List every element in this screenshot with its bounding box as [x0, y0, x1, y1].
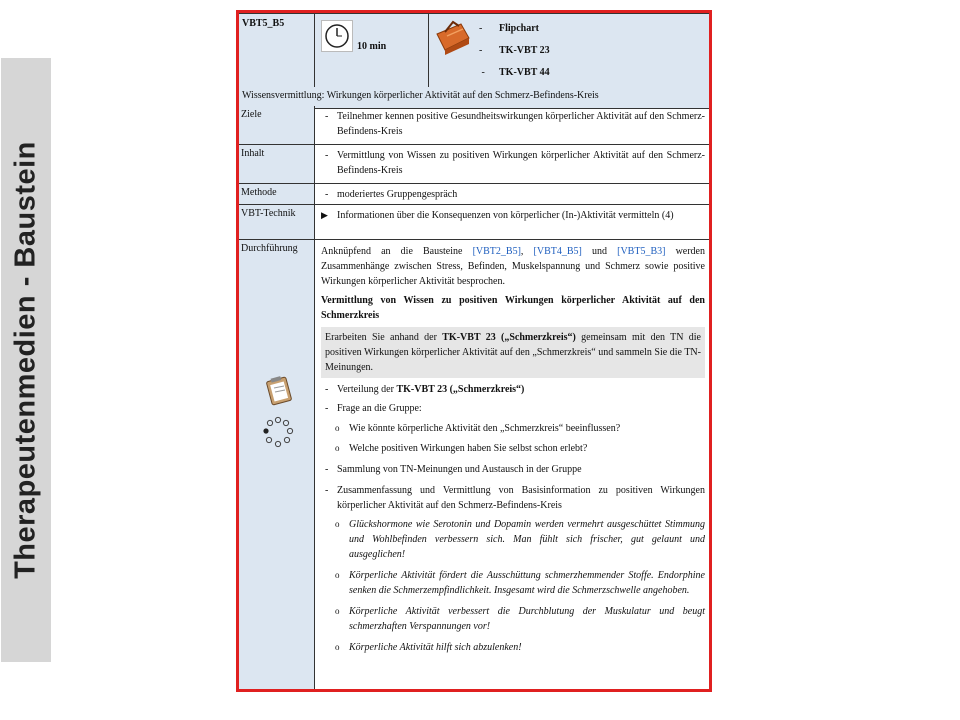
- material-item: - TK-VBT 44: [479, 67, 550, 78]
- duration: 10 min: [357, 41, 387, 52]
- side-tab-label: Therapeutenmedien - Baustein: [9, 141, 42, 579]
- side-tab: [1, 58, 51, 662]
- row-label: Inhalt: [239, 145, 315, 183]
- section-subheading: Vermittlung von Wissen zu positiven Wirkungen körperlicher Aktivität auf den Schmerzkreis: [321, 295, 705, 321]
- group-circle-icon: [261, 416, 295, 450]
- fact-item: o Körperliche Aktivität hilft sich abzulenken!: [335, 642, 522, 653]
- row-label: VBT-Technik: [239, 205, 315, 239]
- link-vbt4-b5[interactable]: [VBT4_B5]: [533, 246, 582, 257]
- header-row: [239, 13, 709, 88]
- fact-item: o Körperliche Aktivität fördert die Ausschüttung schmerzhemmender Stoffe. Endorphine senken die Schmerzempfindlichkeit. Insgesamt wird die Schmerzschwelle angehoben.: [335, 570, 705, 596]
- step-item: - Sammlung von TN-Meinungen und Austausch in der Gruppe: [321, 462, 705, 477]
- row-label: Ziele: [239, 106, 315, 144]
- row-technik: VBT-Technik ▶ Informationen über die Konsequenzen von körperlicher (In-)Aktivität vermitteln (4): [239, 205, 709, 240]
- intro-paragraph: Anknüpfend an die Bausteine [VBT2_B5], [VBT4_B5] und [VBT5_B3] werden Zusammenhänge zwischen Stress, Befinden, Muskelspannung und Schmerz sowie positive Wirkungen körperlicher Aktivität besprochen.: [321, 246, 705, 287]
- question-item: o Welche positiven Wirkungen haben Sie selbst schon erlebt?: [335, 443, 588, 454]
- row-ziele: [239, 106, 709, 145]
- fact-item: o Glückshormone wie Serotonin und Dopamin werden vermehrt ausgeschüttet Stimmung und Wohlbefinden verbessern sich. Man fühlt sich frischer, gut gelaunt und ausgeglichen!: [335, 519, 705, 560]
- step-item: - Zusammenfassung und Vermittlung von Basisinformation zu positiven Wirkungen körperlicher Aktivität auf den Schmerz-Befindens-Kreis: [321, 483, 705, 513]
- materials-list: [479, 18, 550, 84]
- material-item: - TK-VBT 23: [479, 45, 550, 56]
- row-durchfuehrung: [239, 240, 709, 692]
- row-methode: [239, 184, 709, 205]
- clock-icon: [321, 20, 353, 52]
- durchfuehrung-content: [315, 240, 709, 692]
- fact-item: o Körperliche Aktivität verbessert die Durchblutung der Muskulatur und beugt schmerzhaften Verspannungen vor!: [335, 606, 705, 632]
- toolbox-icon: [433, 20, 473, 56]
- step-item: - Verteilung der TK-VBT 23 („Schmerzkreis“): [321, 382, 705, 397]
- row-label: Methode: [239, 184, 315, 204]
- row-label: Durchführung: [239, 240, 315, 692]
- document-page: [236, 10, 712, 692]
- clipboard-icon: [261, 373, 295, 407]
- link-vbt5-b3[interactable]: [VBT5_B3]: [617, 246, 666, 257]
- material-item: - Flipchart: [479, 23, 539, 34]
- time-cell: [315, 14, 429, 87]
- row-text: Informationen über die Konsequenzen von körperlicher (In-)Aktivität vermitteln (4): [337, 210, 674, 221]
- module-id: VBT5_B5: [239, 14, 315, 87]
- question-item: o Wie könnte körperliche Aktivität den „Schmerzkreis“ beeinflussen?: [335, 423, 621, 434]
- materials-cell: [429, 14, 709, 87]
- row-inhalt: [239, 145, 709, 184]
- row-text: - Teilnehmer kennen positive Gesundheitswirkungen körperlicher Aktivität auf den Schmerz-Befindens-Kreis: [321, 109, 705, 139]
- row-text: - moderiertes Gruppengespräch: [321, 187, 705, 202]
- instruction-box: Erarbeiten Sie anhand der TK-VBT 23 („Schmerzkreis“) gemeinsam mit den TN die positiven Wirkungen körperlicher Aktivität auf den „Schmerzkreis“ und sammeln Sie die TN-Meinungen.: [321, 327, 705, 378]
- row-text: - Vermittlung von Wissen zu positiven Wirkungen körperlicher Aktivität auf den Schmerz-Befindens-Kreis: [321, 148, 705, 178]
- step-item: - Frage an die Gruppe:: [321, 401, 705, 416]
- link-vbt2-b5[interactable]: [VBT2_B5]: [472, 246, 521, 257]
- module-title: Wissensvermittlung: Wirkungen körperlicher Aktivität auf den Schmerz-Befindens-Kreis: [239, 87, 709, 109]
